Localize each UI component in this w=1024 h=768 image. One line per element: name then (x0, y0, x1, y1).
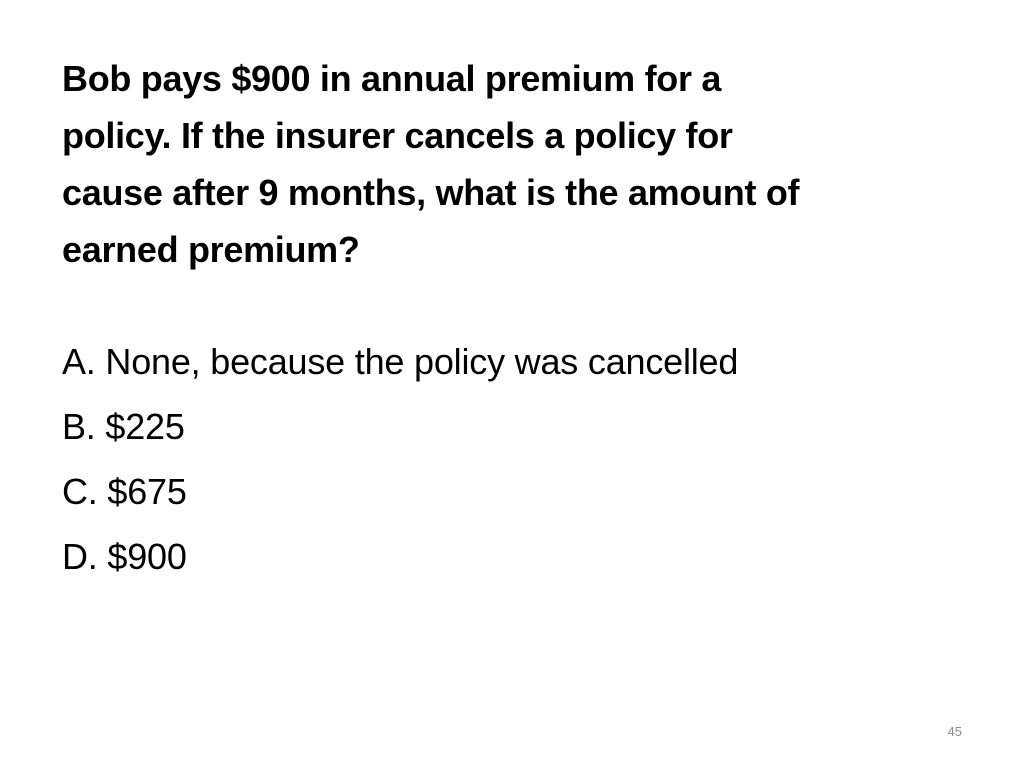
page-number: 45 (947, 724, 962, 739)
question-line: policy. If the insurer cancels a policy for (62, 115, 733, 156)
answer-option-d: D. $900 (62, 536, 187, 577)
question-line: cause after 9 months, what is the amount of (62, 172, 800, 213)
question-text (62, 50, 982, 278)
answer-options (62, 340, 738, 600)
answer-option-b: B. $225 (62, 406, 185, 447)
answer-option-c: C. $675 (62, 471, 187, 512)
answer-option-a: A. None, because the policy was cancelled (62, 341, 739, 382)
question-line: earned premium? (62, 229, 360, 270)
question-line: Bob pays $900 in annual premium for a (62, 58, 722, 99)
